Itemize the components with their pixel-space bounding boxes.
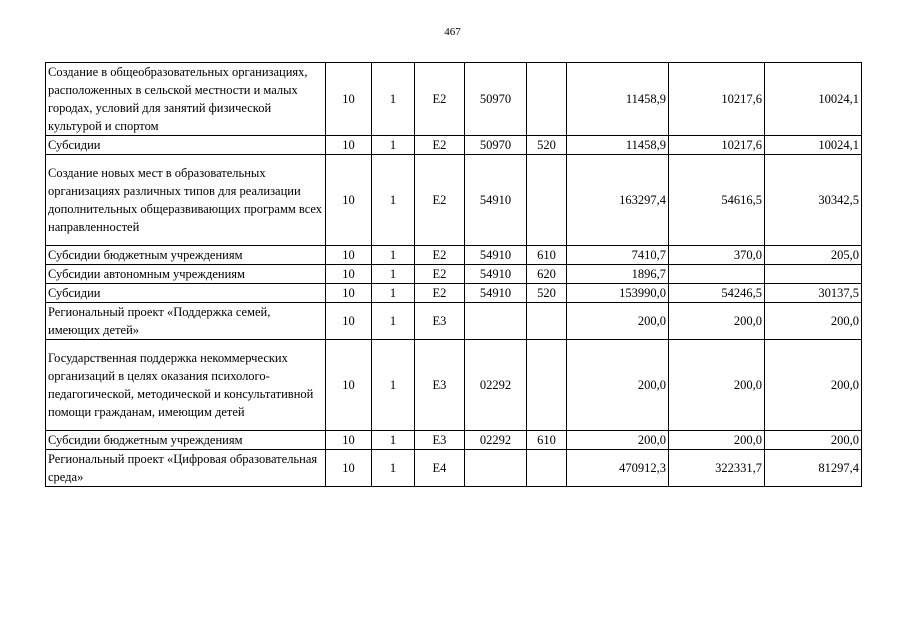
section-code: 10 [326,450,372,487]
amount-year-1: 200,0 [567,431,669,450]
expense-type-code [527,303,567,340]
section-code: 10 [326,155,372,246]
article-code [465,303,527,340]
row-name: Создание новых мест в образовательных организациях различных типов для реализации дополнительных общеразвивающих программ всех направленностей [46,155,326,246]
amount-year-1: 11458,9 [567,63,669,136]
table-row [46,155,862,246]
program-code: Е2 [415,155,465,246]
table-row [46,431,862,450]
amount-year-3: 200,0 [765,431,862,450]
article-code: 54910 [465,265,527,284]
subsection-code: 1 [372,136,415,155]
article-code: 02292 [465,340,527,431]
table-row [46,340,862,431]
article-code: 50970 [465,136,527,155]
row-name: Субсидии бюджетным учреждениям [46,431,326,450]
section-code: 10 [326,340,372,431]
expense-type-code [527,450,567,487]
row-name: Региональный проект «Поддержка семей, имеющих детей» [46,303,326,340]
amount-year-2: 370,0 [669,246,765,265]
amount-year-2: 200,0 [669,431,765,450]
program-code: Е3 [415,340,465,431]
row-name: Субсидии бюджетным учреждениям [46,246,326,265]
amount-year-2: 200,0 [669,303,765,340]
article-code: 54910 [465,246,527,265]
amount-year-1: 153990,0 [567,284,669,303]
row-name: Субсидии [46,136,326,155]
budget-table [45,62,862,487]
table-row [46,303,862,340]
article-code: 54910 [465,155,527,246]
amount-year-3 [765,265,862,284]
table-row [46,246,862,265]
section-code: 10 [326,284,372,303]
amount-year-1: 7410,7 [567,246,669,265]
row-name: Региональный проект «Цифровая образовательная среда» [46,450,326,487]
program-code: Е2 [415,265,465,284]
expense-type-code: 610 [527,431,567,450]
section-code: 10 [326,246,372,265]
subsection-code: 1 [372,284,415,303]
expense-type-code [527,155,567,246]
section-code: 10 [326,431,372,450]
subsection-code: 1 [372,431,415,450]
amount-year-2 [669,265,765,284]
amount-year-3: 30342,5 [765,155,862,246]
table-row [46,63,862,136]
table-row [46,284,862,303]
amount-year-1: 200,0 [567,340,669,431]
amount-year-3: 10024,1 [765,63,862,136]
program-code: Е2 [415,63,465,136]
expense-type-code: 520 [527,136,567,155]
amount-year-1: 1896,7 [567,265,669,284]
section-code: 10 [326,63,372,136]
subsection-code: 1 [372,450,415,487]
row-name: Создание в общеобразовательных организациях, расположенных в сельской местности и малых городах, условий для занятий физической культурой и спортом [46,63,326,136]
program-code: Е3 [415,303,465,340]
expense-type-code: 520 [527,284,567,303]
row-name: Государственная поддержка некоммерческих организаций в целях оказания психолого-педагогической, методической и консультативной помощи гражданам, имеющим детей [46,340,326,431]
amount-year-2: 10217,6 [669,136,765,155]
expense-type-code [527,63,567,136]
row-name: Субсидии автономным учреждениям [46,265,326,284]
table-row [46,450,862,487]
program-code: Е2 [415,136,465,155]
section-code: 10 [326,136,372,155]
program-code: Е3 [415,431,465,450]
amount-year-3: 200,0 [765,303,862,340]
amount-year-3: 200,0 [765,340,862,431]
page-number: 467 [444,26,461,38]
amount-year-3: 10024,1 [765,136,862,155]
table-row [46,136,862,155]
program-code: Е2 [415,246,465,265]
subsection-code: 1 [372,265,415,284]
program-code: Е2 [415,284,465,303]
program-code: Е4 [415,450,465,487]
article-code: 02292 [465,431,527,450]
amount-year-2: 54246,5 [669,284,765,303]
amount-year-2: 322331,7 [669,450,765,487]
section-code: 10 [326,303,372,340]
amount-year-3: 30137,5 [765,284,862,303]
article-code: 50970 [465,63,527,136]
article-code [465,450,527,487]
amount-year-1: 200,0 [567,303,669,340]
section-code: 10 [326,265,372,284]
amount-year-3: 81297,4 [765,450,862,487]
table-row [46,265,862,284]
amount-year-3: 205,0 [765,246,862,265]
amount-year-1: 163297,4 [567,155,669,246]
subsection-code: 1 [372,63,415,136]
subsection-code: 1 [372,340,415,431]
amount-year-2: 200,0 [669,340,765,431]
expense-type-code [527,340,567,431]
amount-year-2: 10217,6 [669,63,765,136]
row-name: Субсидии [46,284,326,303]
amount-year-1: 11458,9 [567,136,669,155]
expense-type-code: 610 [527,246,567,265]
article-code: 54910 [465,284,527,303]
subsection-code: 1 [372,155,415,246]
amount-year-1: 470912,3 [567,450,669,487]
subsection-code: 1 [372,246,415,265]
subsection-code: 1 [372,303,415,340]
amount-year-2: 54616,5 [669,155,765,246]
expense-type-code: 620 [527,265,567,284]
